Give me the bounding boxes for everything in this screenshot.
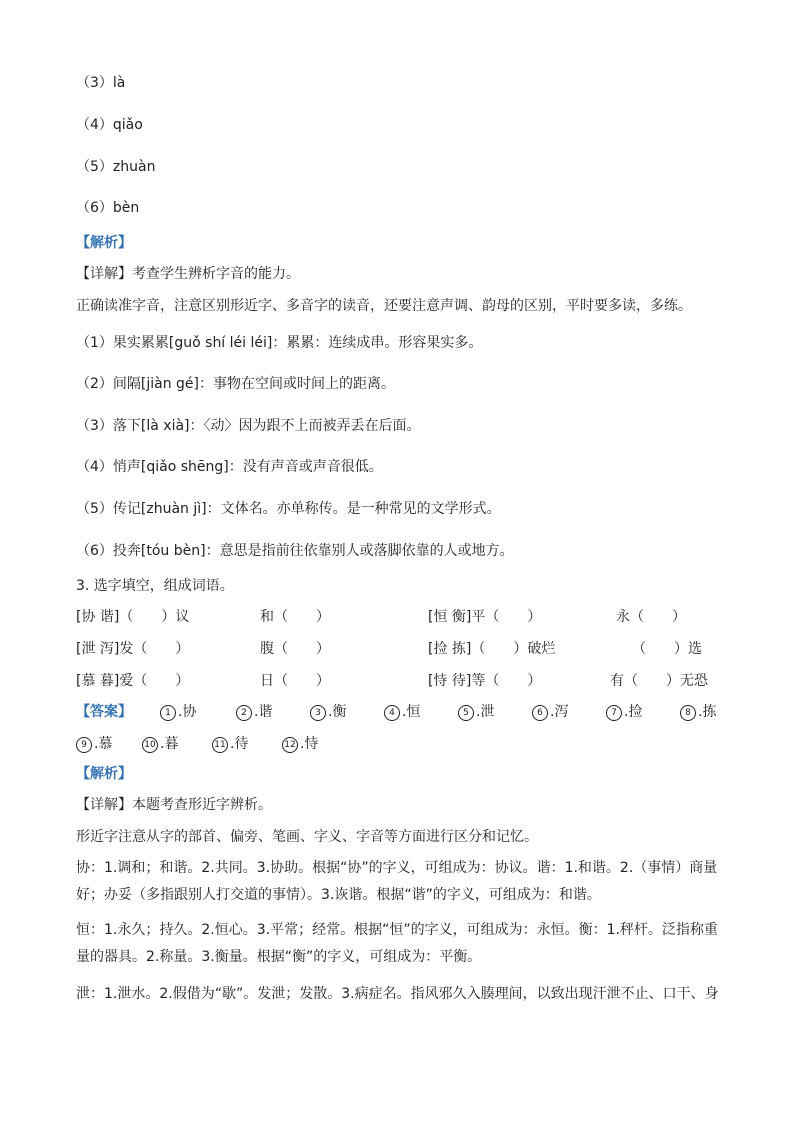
explanation-6: （6）投奔[tóu bèn]：意思是指前往依靠别人或落脚依靠的人或地方。 (76, 543, 514, 559)
answer-item: 7 .捡 (606, 702, 642, 722)
fill-row-2 (76, 639, 724, 659)
fill-cell: 腹（ ） (260, 641, 330, 657)
paragraph-shape-chars: 形近字注意从字的部首、偏旁、笔画、字义、字音等方面进行区分和记忆。 (76, 829, 538, 845)
detail-label: 【详解】 (76, 797, 132, 813)
explanation-2: （2）间隔[jiàn gé]：事物在空间或时间上的距离。 (76, 376, 396, 392)
fill-cell: [慕 暮]爱（ ） (76, 673, 190, 689)
answer-item: 12 .恃 (282, 734, 318, 754)
fill-cell: （ ）选 (632, 641, 702, 657)
detail-text: 考查学生辨析字音的能力。 (132, 266, 300, 282)
question-3-title: 3. 选字填空，组成词语。 (76, 578, 234, 594)
fill-cell: [协 谐]（ ）议 (76, 609, 190, 625)
explanation-1: （1）果实累累[guǒ shí léi léi]：累累：连续成串。形容果实多。 (76, 335, 483, 351)
answer-item: 4 .恒 (384, 702, 420, 722)
answer-line-4: （4）qiǎo (76, 117, 143, 133)
answer-item: 9 .慕 (76, 734, 112, 754)
answer-line-5: （5）zhuàn (76, 159, 156, 175)
answer-line-6: （6）bèn (76, 200, 140, 216)
answer-label: 【答案】 (76, 704, 132, 720)
answer-item: 3 .衡 (310, 702, 346, 722)
fill-cell: 有（ ）无恐 (610, 673, 708, 689)
detail-text: 本题考查形近字辨析。 (132, 797, 272, 813)
answer-item: 6 .泻 (532, 702, 568, 722)
answer-row-1 (76, 702, 724, 722)
fill-row-1 (76, 607, 724, 627)
answer-line-3: （3）là (76, 75, 126, 91)
fill-cell: 和（ ） (260, 609, 330, 625)
explanation-4: （4）悄声[qiǎo shēng]：没有声音或声音很低。 (76, 459, 383, 475)
fill-cell: [泄 泻]发（ ） (76, 641, 190, 657)
paragraph-xie: 协：1.调和；和谐。2.共同。3.协助。根据“协”的字义，可组成为：协议。谐：1.和谐。2.（事情）商量好；办妥（多指跟别人打交道的事情）。3.诙谐。根据“谐”的字义，可组成为：和谐。 (76, 860, 718, 903)
answer-item: 1 .协 (160, 702, 196, 722)
explanation-5: （5）传记[zhuàn jì]：文体名。亦单称传。是一种常见的文学形式。 (76, 501, 501, 517)
detail-line-1 (76, 265, 300, 283)
paragraph-xie-leak: 泄：1.泄水。2.假借为“歇”。发泄；发散。3.病症名。指风邪久入腠理间，以致出现汗泄不止、口干、身 (76, 986, 719, 1002)
fill-cell: 永（ ） (616, 609, 686, 625)
detail-line-2 (76, 796, 272, 814)
fill-cell: [恒 衡]平（ ） (428, 609, 542, 625)
answer-item: 10 .暮 (142, 734, 178, 754)
paragraph-intro: 正确读准字音，注意区别形近字、多音字的读音，还要注意声调、韵母的区别，平时要多读，多练。 (76, 298, 692, 314)
answer-item: 5 .泄 (458, 702, 494, 722)
fill-row-3 (76, 671, 724, 691)
answer-item: 8 .拣 (680, 702, 716, 722)
explanation-3: （3）落下[là xià]：〈动〉因为跟不上而被弄丢在后面。 (76, 418, 421, 434)
fill-cell: 日（ ） (260, 673, 330, 689)
jiexi-label-2: 【解析】 (76, 766, 132, 782)
jiexi-label: 【解析】 (76, 235, 132, 251)
answer-item: 11 .待 (212, 734, 248, 754)
paragraph-heng: 恒：1.永久；持久。2.恒心。3.平常；经常。根据“恒”的字义，可组成为：永恒。衡：1.秤杆。泛指称重量的器具。2.称量。3.衡量。根据“衡”的字义，可组成为：平衡。 (76, 922, 718, 965)
fill-cell: [恃 待]等（ ） (428, 673, 542, 689)
fill-cell: [捡 拣]（ ）破烂 (428, 641, 556, 657)
answer-item: 2 .谐 (236, 702, 272, 722)
answer-row-2 (76, 734, 724, 754)
detail-label: 【详解】 (76, 266, 132, 282)
